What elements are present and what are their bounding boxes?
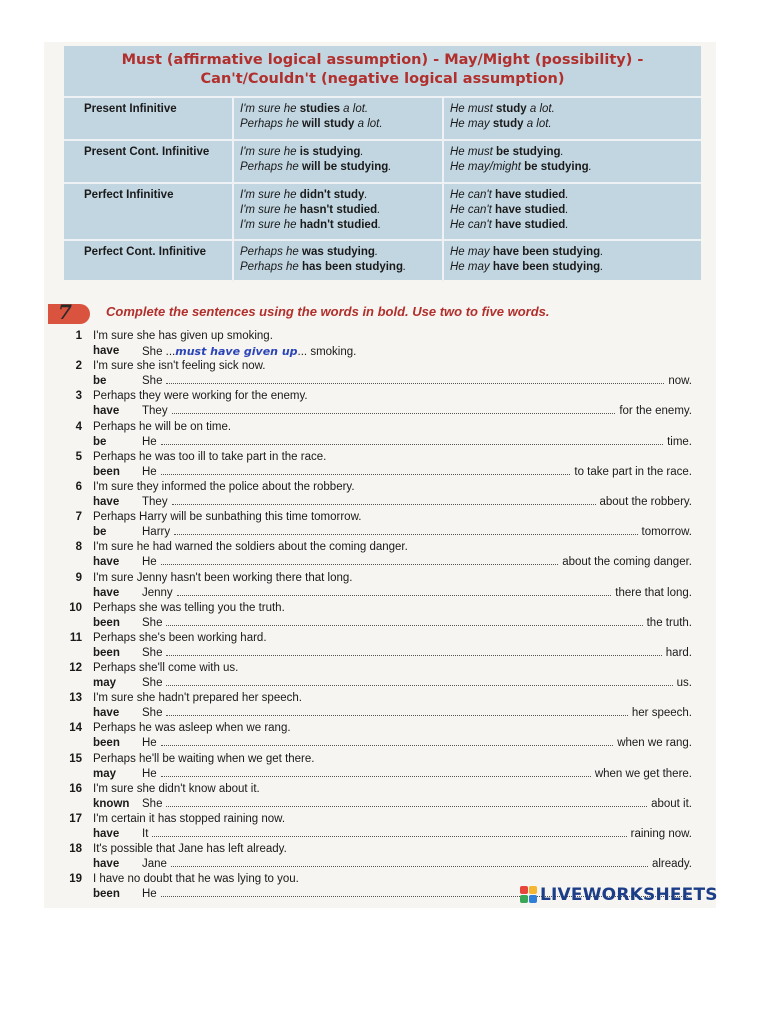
item-number: 5 (75, 450, 82, 463)
item-answer-line (142, 375, 692, 387)
item-sentence: I'm sure she isn't feeling sick now. (93, 360, 266, 373)
item-keyword: have (93, 345, 120, 357)
answer-field[interactable] (161, 564, 559, 565)
item-answer-line (142, 526, 692, 538)
item-sentence: I'm sure he had warned the soldiers about the coming danger. (93, 541, 408, 554)
example-line (240, 188, 436, 203)
title-line-1: Must (affirmative logical assumption) - May/Might (possibility) - (121, 52, 644, 68)
answer-line-start: Harry (142, 526, 171, 539)
example-line (450, 260, 695, 275)
example-verb-form: have studied (495, 219, 566, 231)
item-sentence: Perhaps she'll come with us. (93, 662, 239, 675)
item-number: 7 (75, 511, 82, 524)
item-keyword: have (93, 828, 120, 840)
example-verb-form: hasn't studied (299, 204, 378, 216)
exercise-item (44, 358, 716, 388)
item-number: 15 (69, 752, 82, 765)
exercise-item (44, 419, 716, 449)
answer-line-end: for the enemy. (619, 405, 692, 418)
exercise-items (44, 328, 716, 902)
answer-line-end: her speech. (631, 707, 692, 720)
item-keyword: be (93, 375, 107, 388)
exercise-instruction: Complete the sentences using the words in bold. Use two to five words. (106, 304, 550, 319)
example-verb-form: study (492, 118, 524, 130)
item-sentence: I'm sure they informed the police about the robbery. (93, 480, 355, 493)
grammar-table-title (64, 46, 701, 96)
item-keyword: been (93, 465, 120, 478)
answer-line-end: already. (651, 858, 692, 871)
example-text-end: . (600, 261, 604, 273)
infinitive-label: Perfect Infinitive (84, 189, 174, 201)
example-verb-form: studies (299, 103, 340, 115)
answer-field[interactable] (161, 776, 591, 777)
item-number: 1 (75, 330, 82, 342)
example-line (450, 188, 695, 203)
example-text: He may (450, 118, 493, 130)
example-cell (232, 241, 442, 282)
answer-line-start: He (142, 767, 157, 780)
item-keyword: have (93, 707, 120, 720)
answer-line-end: when we get there. (594, 767, 692, 780)
exercise-item (44, 600, 716, 630)
example-text: Perhaps he (240, 161, 303, 173)
infinitive-label: Present Cont. Infinitive (84, 146, 210, 158)
item-answer-line (142, 677, 692, 689)
example-line (450, 203, 695, 218)
infinitive-label: Present Infinitive (84, 103, 177, 115)
example-line (240, 145, 436, 160)
exercise-item (44, 449, 716, 479)
example-line (450, 160, 695, 175)
example-text-end: a lot. (526, 103, 555, 115)
answer-line-start: They (142, 495, 168, 508)
grammar-table (64, 46, 701, 280)
answer-field[interactable] (172, 413, 616, 414)
answer-line-start: He (142, 435, 157, 448)
item-number: 12 (69, 662, 82, 675)
exercise-item (44, 690, 716, 720)
item-number: 8 (75, 541, 82, 554)
item-sentence: I'm sure she hadn't prepared her speech. (93, 692, 302, 705)
exercise-item (44, 841, 716, 871)
exercise-item (44, 660, 716, 690)
exercise-item (44, 720, 716, 750)
item-answer-line (142, 858, 692, 870)
item-sentence: Perhaps he'll be waiting when we get there. (93, 752, 315, 765)
answer-line-end: ... smoking. (297, 346, 357, 358)
item-keyword: have (93, 858, 120, 871)
example-text: Perhaps he (240, 261, 303, 273)
example-verb-form: will study (302, 118, 355, 130)
example-text: He must (450, 146, 497, 158)
item-number: 10 (69, 601, 82, 614)
item-sentence: Perhaps he was too ill to take part in the race. (93, 450, 327, 463)
answer-line-end: there that long. (615, 586, 692, 599)
infinitive-label: Perfect Cont. Infinitive (84, 246, 207, 258)
item-number: 18 (69, 843, 82, 856)
example-cell (232, 98, 442, 141)
exercise-item (44, 509, 716, 539)
example-text-end: a lot. (523, 118, 552, 130)
item-sentence: Perhaps he will be on time. (93, 420, 232, 433)
example-text-end: . (560, 146, 564, 158)
answer-line-end: about the robbery. (599, 495, 692, 508)
item-sentence: I'm sure Jenny hasn't been working there that long. (93, 571, 353, 584)
example-text-end: . (600, 246, 604, 258)
exercise-item (44, 479, 716, 509)
item-number: 13 (69, 692, 82, 705)
example-line (240, 203, 436, 218)
example-text: He can't (450, 219, 496, 231)
example-text: Perhaps he (240, 118, 303, 130)
example-verb-form: will be studying (302, 161, 389, 173)
example-text-end: . (377, 219, 382, 231)
answer-field[interactable] (166, 715, 627, 716)
example-verb-form: hadn't studied (299, 219, 378, 231)
example-verb-form: be studying (496, 146, 561, 158)
item-number: 19 (69, 873, 82, 886)
item-number: 17 (69, 813, 82, 825)
example-text: I'm sure he (240, 204, 300, 216)
example-text-end: . (402, 261, 407, 273)
item-keyword: been (93, 737, 120, 750)
example-text: He must (450, 103, 497, 115)
logo-square-4 (529, 895, 537, 903)
item-answer-line (142, 617, 692, 629)
item-sentence: Perhaps Harry will be sunbathing this time tomorrow. (93, 511, 362, 524)
answer-line-start: She (142, 707, 163, 720)
example-text-end: a lot. (339, 103, 369, 115)
grammar-table-row (64, 96, 701, 141)
example-line (450, 245, 695, 260)
example-text: I'm sure he (240, 189, 300, 201)
item-answer-line (142, 496, 692, 508)
item-sentence: I'm sure she has given up smoking. (93, 330, 273, 342)
example-text-end: . (565, 189, 569, 201)
item-answer-line (142, 466, 692, 478)
exercise-item (44, 539, 716, 569)
item-keyword: been (93, 616, 120, 629)
answer-line-start: She (142, 797, 163, 810)
modal-cell (442, 98, 701, 141)
example-text: He can't (450, 204, 496, 216)
answer-line-start: He (142, 465, 157, 478)
liveworksheets-logo-icon (520, 886, 538, 904)
item-number: 11 (69, 631, 82, 644)
example-text: He may (450, 246, 493, 258)
answer-line-end: about the coming danger. (562, 556, 692, 569)
example-text-end: a lot. (354, 118, 383, 130)
example-verb-form: be studying (524, 161, 589, 173)
logo-square-2 (529, 886, 537, 894)
example-text-end: . (377, 204, 381, 216)
example-verb-form: study (496, 103, 527, 115)
answer-line-start: Jane (142, 858, 167, 871)
answer-line-end: hard. (665, 646, 692, 659)
answer-field[interactable] (166, 625, 642, 626)
example-text-end: . (374, 246, 379, 258)
exercise-item (44, 811, 716, 841)
example-line (450, 117, 695, 132)
item-answer-line (142, 798, 692, 810)
exercise-header (44, 300, 716, 326)
answer-field[interactable] (166, 685, 672, 686)
answer-line-end: raining now. (630, 828, 692, 840)
item-keyword: known (93, 797, 130, 810)
answer-line-end: time. (667, 435, 692, 448)
item-answer-line (142, 647, 692, 659)
answer-line-end: tomorrow. (641, 526, 692, 539)
item-keyword: have (93, 556, 120, 569)
item-sentence: I'm sure she didn't know about it. (93, 782, 260, 795)
item-keyword: be (93, 435, 107, 448)
example-cell (232, 141, 442, 184)
exercise-item (44, 630, 716, 660)
answer-line-end: about it. (651, 797, 692, 810)
exercise-item (44, 781, 716, 811)
answer-field[interactable] (166, 655, 661, 656)
item-answer-line (142, 707, 692, 719)
item-sentence: Perhaps she was telling you the truth. (93, 601, 285, 614)
answer-field[interactable] (161, 444, 663, 445)
grammar-table-row (64, 239, 701, 282)
item-number: 14 (69, 722, 82, 735)
example-verb-form: was studying (302, 246, 375, 258)
grammar-table-row (64, 139, 701, 184)
example-text-end: . (565, 219, 569, 231)
answer-line-end: when we rang. (617, 737, 692, 750)
example-line (240, 117, 436, 132)
example-line (240, 260, 436, 275)
answer-line-end: to take part in the race. (574, 465, 692, 478)
example-text-end: . (360, 146, 364, 158)
example-line (240, 160, 436, 175)
example-line (450, 218, 695, 233)
example-verb-form: have been studying (492, 261, 601, 273)
item-sentence: It's possible that Jane has left already. (93, 843, 287, 856)
item-keyword: may (93, 677, 117, 690)
exercise-item (44, 328, 716, 358)
example-line (450, 145, 695, 160)
item-sentence: Perhaps she's been working hard. (93, 631, 267, 644)
item-sentence: I'm certain it has stopped raining now. (93, 813, 286, 825)
example-text: Perhaps he (240, 246, 303, 258)
item-keyword: been (93, 888, 120, 901)
exercise-item (44, 388, 716, 418)
example-line (240, 218, 436, 233)
answer-line-start: She (142, 616, 163, 629)
example-line (240, 102, 436, 117)
logo-text: LIVEWORKSHEETS (540, 885, 718, 905)
example-line (240, 245, 436, 260)
item-answer-line (142, 436, 692, 448)
example-line (450, 102, 695, 117)
answer-field[interactable] (172, 504, 596, 505)
item-keyword: have (93, 405, 120, 418)
example-text-end: . (588, 161, 592, 173)
item-number: 9 (75, 571, 82, 584)
answer-field[interactable] (161, 745, 614, 746)
example-text-end: . (364, 189, 368, 201)
answer-line-start: Jenny (142, 586, 173, 599)
answer-line-start: She ... (142, 346, 176, 358)
answer-line-start: They (142, 405, 168, 418)
exercise-item (44, 570, 716, 600)
item-answer-line (142, 828, 692, 840)
example-verb-form: have been studying (492, 246, 601, 258)
answer-line-end: now. (668, 375, 692, 388)
example-text-end: . (565, 204, 569, 216)
item-number: 4 (75, 420, 82, 433)
example-verb-form: has been studying (302, 261, 403, 273)
example-verb-form: have studied (495, 189, 566, 201)
example-verb-form: is studying (299, 146, 361, 158)
example-text: He can't (450, 189, 496, 201)
item-answer-line (142, 768, 692, 780)
item-answer-line (142, 587, 692, 599)
answer-line-end: us. (676, 677, 692, 690)
answer-field[interactable] (152, 836, 626, 837)
modal-cell (442, 184, 701, 241)
answer-line-start: He (142, 556, 157, 569)
item-answer-line (142, 556, 692, 568)
answer-line-start: She (142, 677, 163, 690)
modal-cell (442, 241, 701, 282)
item-number: 3 (75, 390, 82, 403)
item-keyword: be (93, 526, 107, 539)
example-cell (232, 184, 442, 241)
item-keyword: have (93, 495, 120, 508)
answer-field[interactable] (166, 383, 664, 384)
exercise-number: 7 (58, 300, 72, 324)
title-line-2: Can't/Couldn't (negative logical assumption) (200, 71, 565, 87)
answer-line-start: He (142, 737, 157, 750)
item-keyword: have (93, 586, 120, 599)
item-number: 16 (69, 782, 82, 795)
modal-cell (442, 141, 701, 184)
item-sentence: Perhaps they were working for the enemy. (93, 390, 308, 403)
item-answer-line (142, 737, 692, 749)
exercise-item (44, 751, 716, 781)
example-text: He may/might (450, 161, 525, 173)
answer-field[interactable] (174, 534, 637, 535)
item-keyword: may (93, 767, 117, 780)
answer-field[interactable] (166, 806, 647, 807)
item-number: 6 (75, 480, 82, 493)
item-keyword: been (93, 646, 120, 659)
answer-line-start: She (142, 646, 163, 659)
worksheet-page (44, 42, 716, 908)
item-sentence: Perhaps he was asleep when we rang. (93, 722, 291, 735)
answer-field[interactable] (177, 595, 612, 596)
answer-field[interactable]: must have given up (175, 345, 298, 358)
answer-line-start: He (142, 888, 157, 901)
logo-square-1 (520, 886, 528, 894)
example-text-end: . (388, 161, 392, 173)
answer-field[interactable] (171, 866, 648, 867)
grammar-table-row (64, 182, 701, 241)
item-number: 2 (75, 360, 82, 373)
item-answer-line (142, 405, 692, 417)
example-text: I'm sure he (240, 219, 300, 231)
item-sentence: I have no doubt that he was lying to you. (93, 873, 299, 886)
example-text: He may (450, 261, 493, 273)
logo-square-3 (520, 895, 528, 903)
answer-field[interactable] (161, 474, 571, 475)
example-text: I'm sure he (240, 146, 300, 158)
liveworksheets-logo (520, 884, 718, 906)
example-verb-form: didn't study (299, 189, 365, 201)
example-text: I'm sure he (240, 103, 300, 115)
item-answer-line (142, 345, 356, 358)
answer-line-start: She (142, 375, 163, 388)
answer-line-end: the truth. (646, 616, 692, 629)
example-verb-form: have studied (495, 204, 566, 216)
answer-line-start: It (142, 828, 149, 840)
